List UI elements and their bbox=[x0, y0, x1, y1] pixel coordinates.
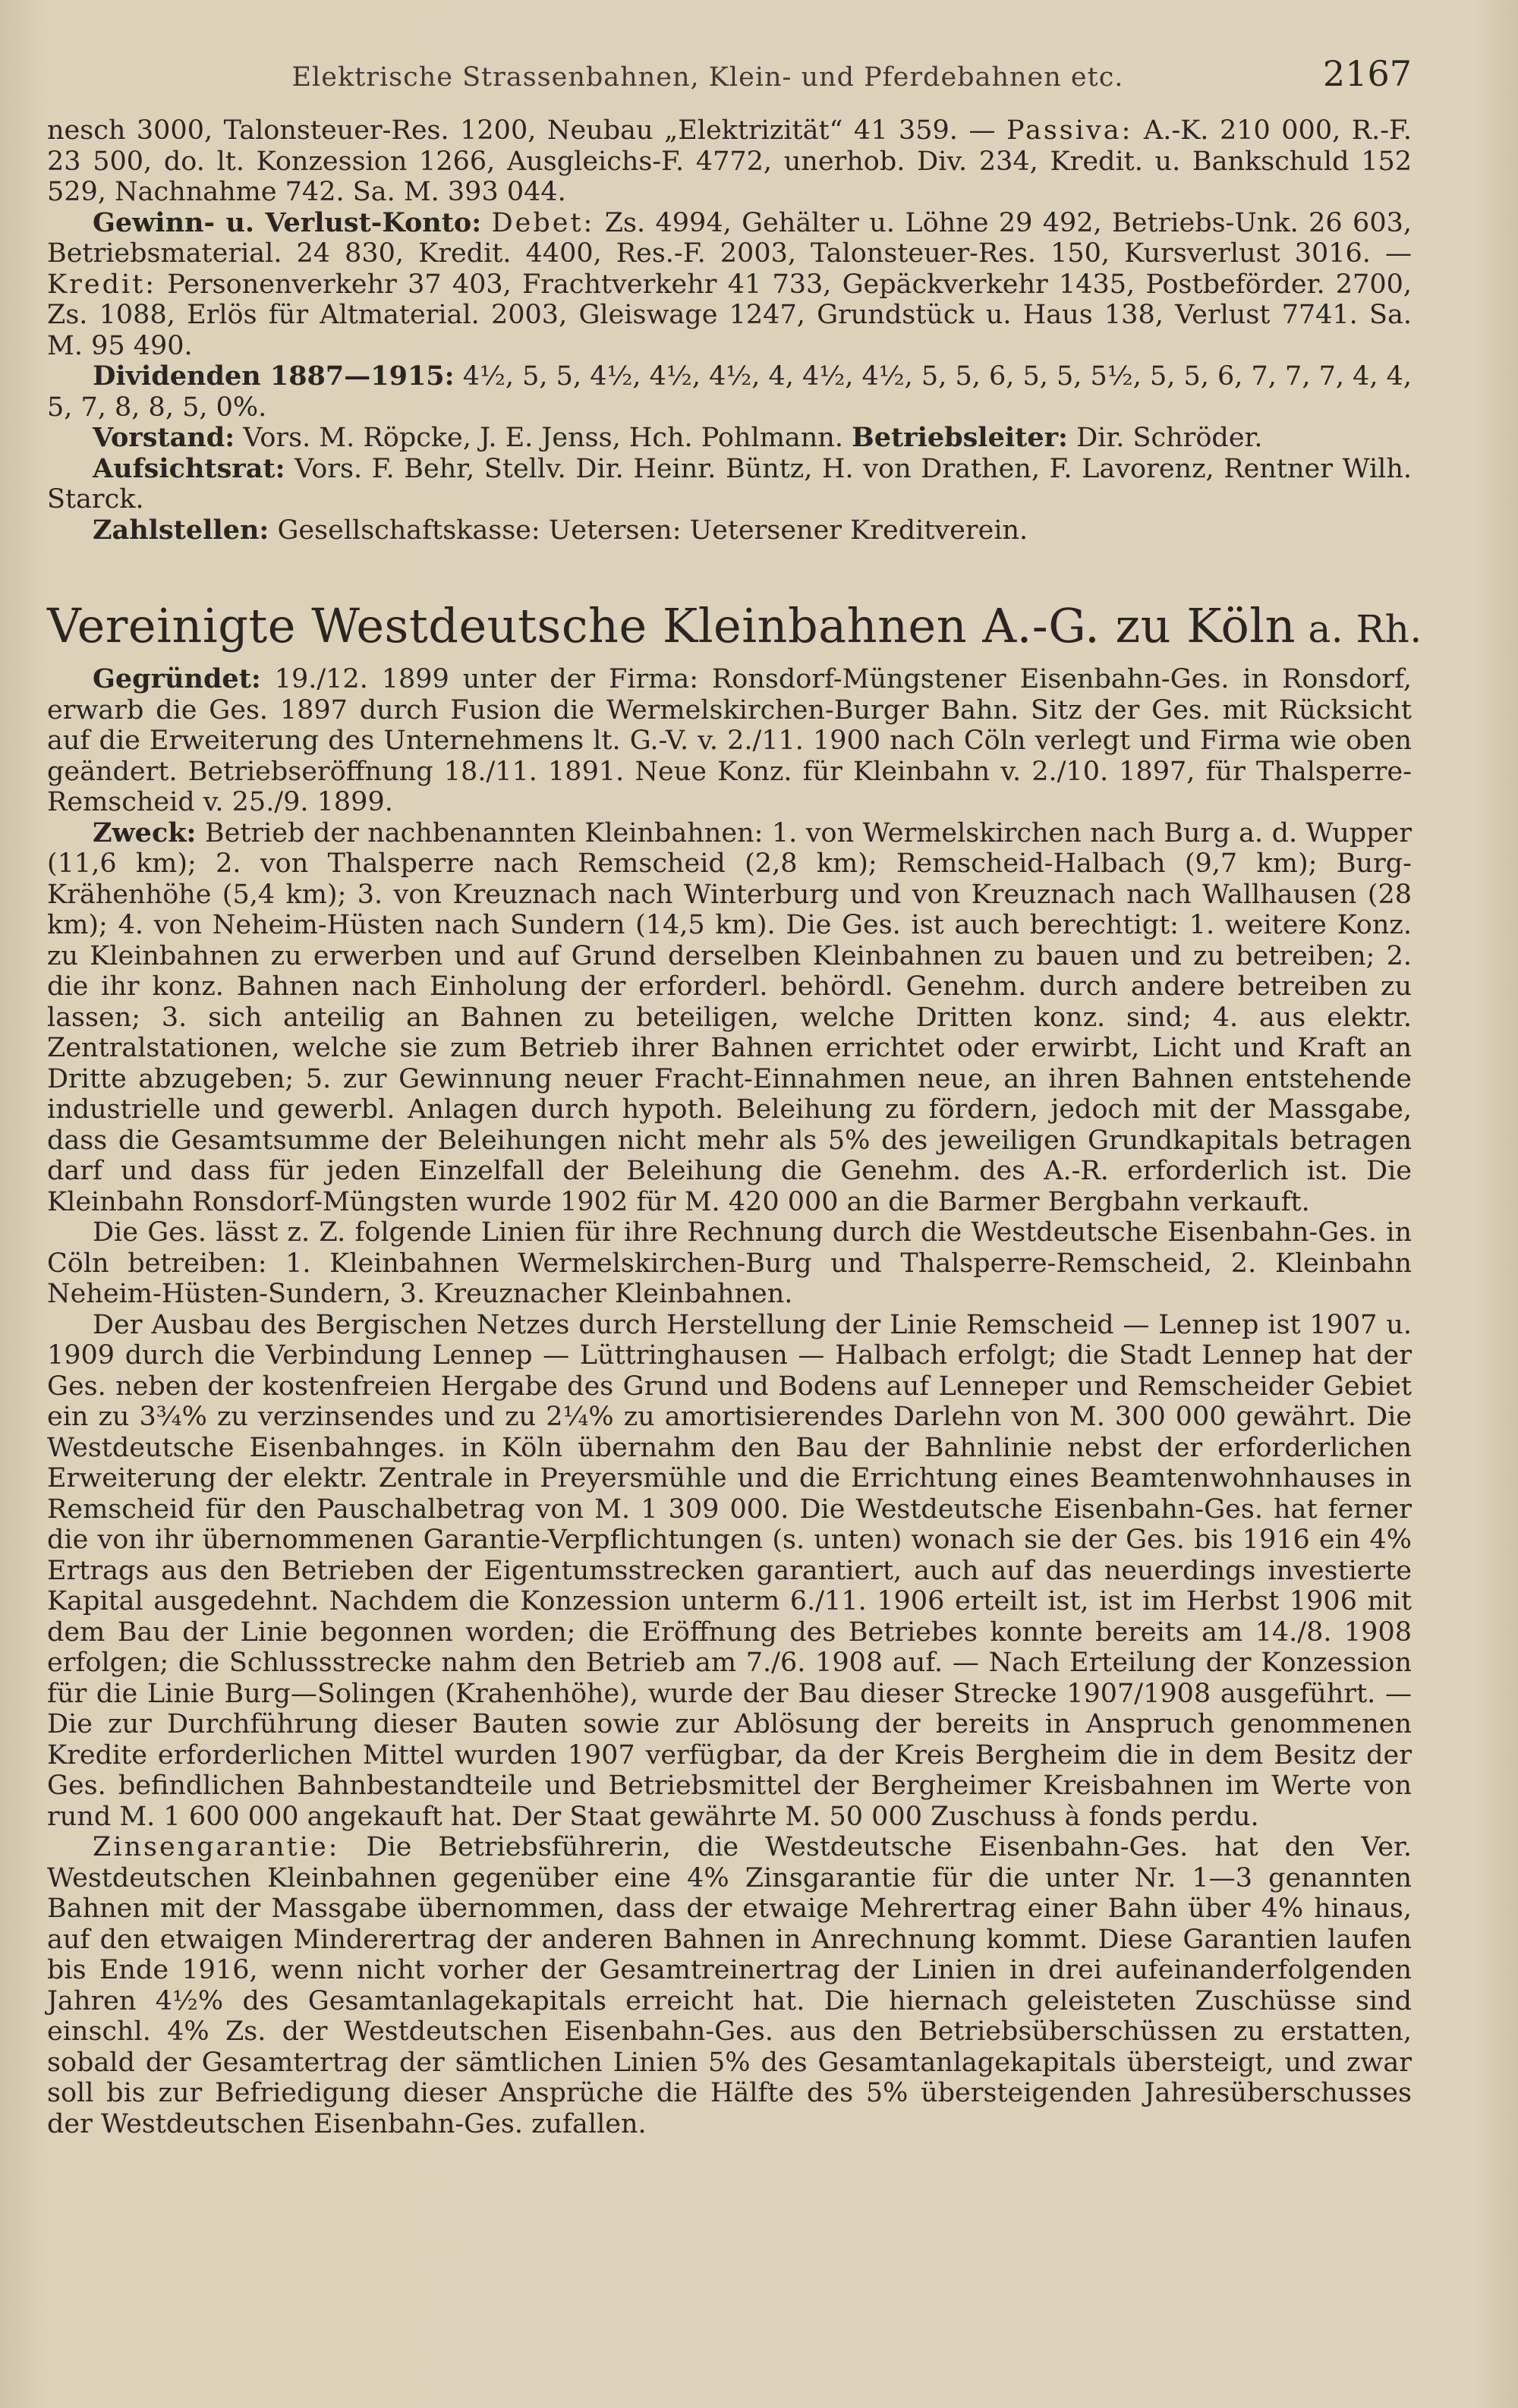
gegruendet-paragraph: Gegründet: 19./12. 1899 unter der Firma: Ronsdorf-Müngstener Eisenbahn-Ges. in Ronsdorf, erwarb die Ges. 1897 durch Fusion die Wermelskirchen-Burger Bahn. Sitz der Ges. mit Rücksicht auf die Erweiterung des Unternehmens lt. G.-V. v. 2./11. 1900 nach Cöln verlegt und Firma wie oben geändert. Betriebseröffnung 18./11. 1891. Neue Konz. für Kleinbahn v. 2./10. 1897, für Thalsperre-Remscheid v. 25./9. 1899. bbox=[47, 663, 1412, 817]
zinsgarantie-label: Zinsengarantie: bbox=[93, 1832, 340, 1862]
dividenden-paragraph: Dividenden 1887—1915: 4½, 5, 5, 4½, 4½, 4½, 4, 4½, 4½, 5, 5, 6, 5, 5, 5½, 5, 5, 6, 7, 7, 7, 4, 4, 5, 7, 8, 8, 5, 0%. bbox=[47, 360, 1412, 423]
aufsichtsrat-label: Aufsichtsrat: bbox=[93, 452, 285, 484]
zahlstellen-label: Zahlstellen: bbox=[93, 514, 269, 546]
kredit-label: Kredit: bbox=[47, 269, 157, 300]
previous-company-entry bbox=[47, 115, 1412, 546]
passiva-label: Passiva: bbox=[1006, 115, 1133, 146]
vorstand-paragraph: Vorstand: Vors. M. Röpcke, J. E. Jenss, Hch. Pohlmann. Betriebsleiter: Dir. Schröder. bbox=[93, 422, 1263, 453]
vorstand-label: Vorstand: bbox=[93, 422, 235, 453]
linien-paragraph: Die Ges. lässt z. Z. folgende Linien für ihre Rechnung durch die Westdeutsche Eisenbahn-Ges. in Cöln betreiben: 1. Kleinbahnen Wermelskirchen-Burg und Thalsperre-Remscheid, 2. Kleinbahn Neheim-Hüsten-Sundern, 3. Kreuznacher Kleinbahnen. bbox=[47, 1217, 1412, 1309]
zinsgarantie-paragraph: Zinsengarantie: Die Betriebsführerin, die Westdeutsche Eisenbahn-Ges. hat den Ver. Westdeutschen Kleinbahnen gegenüber eine 4% Zinsgarantie für die unter Nr. 1—3 genannten Bahnen mit der Massgabe übernommen, dass der etwaige Mehrertrag einer Bahn über 4% hinaus, auf den etwaigen Minderertrag der anderen Bahnen in Anrechnung kommt. Diese Garantien laufen bis Ende 1916, wenn nicht vorher der Gesamtreinertrag der Linien in drei aufeinanderfolgenden Jahren 4½% des Gesamtanlagekapitals erreicht hat. Die hiernach geleisteten Zuschüsse sind einschl. 4% Zs. der Westdeutschen Eisenbahn-Ges. aus den Betriebsüberschüssen zu erstatten, sobald der Gesamtertrag der sämtlichen Linien 5% des Gesamtanlagekapitals übersteigt, und zwar soll bis zur Befriedigung dieser Ansprüche die Hälfte des 5% übersteigenden Jahresüberschusses der Westdeutschen Eisenbahn-Ges. zufallen. bbox=[47, 1832, 1412, 2139]
ausbau-paragraph: Der Ausbau des Bergischen Netzes durch Herstellung der Linie Remscheid — Lennep ist 1907 u. 1909 durch die Verbindung Lennep — Lüttringhausen — Halbach erfolgt; die Stadt Lennep hat der Ges. neben der kostenfreien Hergabe des Grund und Bodens auf Lenneper und Remscheider Gebiet ein zu 3¾% zu verzinsendes und zu 2¼% zu amortisierendes Darlehn von M. 300 000 gewährt. Die Westdeutsche Eisenbahnges. in Köln übernahm den Bau der Bahnlinie nebst der erforderlichen Erweiterung der elektr. Zentrale in Preyersmühle und die Errichtung eines Beamtenwohnhauses in Remscheid für den Pauschalbetrag von M. 1 309 000. Die Westdeutsche Eisenbahn-Ges. hat ferner die von ihr übernommenen Garantie-Verpflichtungen (s. unten) wonach sie der Ges. bis 1916 ein 4% Ertrags aus den Betrieben der Eigentumsstrecken garantiert, auch auf das neuerdings investierte Kapital ausgedehnt. Nachdem die Konzession unterm 6./11. 1906 erteilt ist, ist im Herbst 1906 mit dem Bau der Linie begonnen worden; die Eröffnung des Betriebes konnte bereits am 14./8. 1908 erfolgen; die Schlussstrecke nahm den Betrieb am 7./6. 1908 auf. — Nach Erteilung der Konzession für die Linie Burg—Solingen (Krahenhöhe), wurde der Bau dieser Strecke 1907/1908 ausgeführt. — Die zur Durchführung dieser Bauten sowie zur Ablösung der bereits in Anspruch genommenen Kredite erforderlichen Mittel wurden 1907 verfügbar, da der Kreis Bergheim die in dem Besitz der Ges. befindlichen Bahnbestandteile und Betriebsmittel der Bergheimer Kreisbahnen im Werte von rund M. 1 600 000 angekauft hat. Der Staat gewährte M. 50 000 Zuschuss à fonds perdu. bbox=[47, 1309, 1412, 1832]
passiva-paragraph: nesch 3000, Talonsteuer-Res. 1200, Neubau „Elektrizität“ 41 359. — Passiva: A.-K. 210 000, R.-F. 23 500, do. lt. Konzession 1266, Ausgleichs-F. 4772, unerhob. Div. 234, Kredit. u. Bankschuld 152 529, Nachnahme 742. Sa. M. 393 044. bbox=[47, 115, 1412, 207]
zweck-label: Zweck: bbox=[93, 817, 197, 848]
running-title: Elektrische Strassenbahnen, Klein- und Pferdebahnen etc. bbox=[291, 62, 1124, 93]
zweck-paragraph: Zweck: Betrieb der nachbenannten Kleinbahnen: 1. von Wermelskirchen nach Burg a. d. Wupper (11,6 km); 2. von Thalsperre nach Remscheid (2,8 km); Remscheid-Halbach (9,7 km); Burg-Krähenhöhe (5,4 km); 3. von Kreuznach nach Winterburg und von Kreuznach nach Wallhausen (28 km); 4. von Neheim-Hüsten nach Sundern (14,5 km). Die Ges. ist auch berechtigt: 1. weitere Konz. zu Kleinbahnen zu erwerben und auf Grund derselben Kleinbahnen zu bauen und zu betreiben; 2. die ihr konz. Bahnen nach Einholung der erforderl. behördl. Genehm. durch andere betreiben zu lassen; 3. sich anteilig an Bahnen zu beteiligen, welche Dritten konz. sind; 4. aus elektr. Zentralstationen, welche sie zum Betrieb ihrer Bahnen errichtet oder erwirbt, Licht und Kraft an Dritte abzugeben; 5. zur Gewinnung neuer Fracht-Einnahmen neue, an ihren Bahnen entstehende industrielle und gewerbl. Anlagen durch hypoth. Beleihung zu fördern, jedoch mit der Massgabe, dass die Gesamtsumme der Beleihungen nicht mehr als 5% des jeweiligen Grundkapitals betragen darf und dass für jeden Einzelfall der Beleihung die Genehm. des A.-R. erforderlich ist. Die Kleinbahn Ronsdorf-Müngsten wurde 1902 für M. 420 000 an die Barmer Bergbahn verkauft. bbox=[47, 817, 1412, 1217]
guv-label: Gewinn- u. Verlust-Konto: bbox=[93, 206, 482, 238]
gegruendet-label: Gegründet: bbox=[93, 663, 261, 694]
page-header bbox=[47, 53, 1412, 108]
company-title: Vereinigte Westdeutsche Kleinbahnen A.-G. zu Köln a. Rh. bbox=[47, 598, 1422, 653]
betriebsleiter-label: Betriebsleiter: bbox=[852, 422, 1068, 453]
guv-paragraph: Gewinn- u. Verlust-Konto: Debet: Zs. 4994, Gehälter u. Löhne 29 492, Betriebs-Unk. 26 603, Betriebsmaterial. 24 830, Kredit. 4400, Res.-F. 2003, Talonsteuer-Res. 150, Kursverlust 3016. — Kredit: Personenverkehr 37 403, Frachtverkehr 41 733, Gepäckverkehr 1435, Postbeförder. 2700, Zs. 1088, Erlös für Altmaterial. 2003, Gleiswage 1247, Grundstück u. Haus 138, Verlust 7741. Sa. M. 95 490. bbox=[47, 206, 1412, 361]
aufsichtsrat-paragraph: Aufsichtsrat: Vors. F. Behr, Stellv. Dir. Heinr. Büntz, H. von Drathen, F. Lavorenz, Rentner Wilh. Starck. bbox=[47, 452, 1412, 515]
dividenden-label: Dividenden 1887—1915: bbox=[93, 360, 455, 392]
company-entry bbox=[47, 664, 1412, 2139]
page-number: 2167 bbox=[1322, 53, 1412, 94]
debet-label: Debet: bbox=[491, 207, 595, 238]
zahlstellen-paragraph: Zahlstellen: Gesellschaftskasse: Uetersen: Uetersener Kreditverein. bbox=[93, 514, 1028, 546]
